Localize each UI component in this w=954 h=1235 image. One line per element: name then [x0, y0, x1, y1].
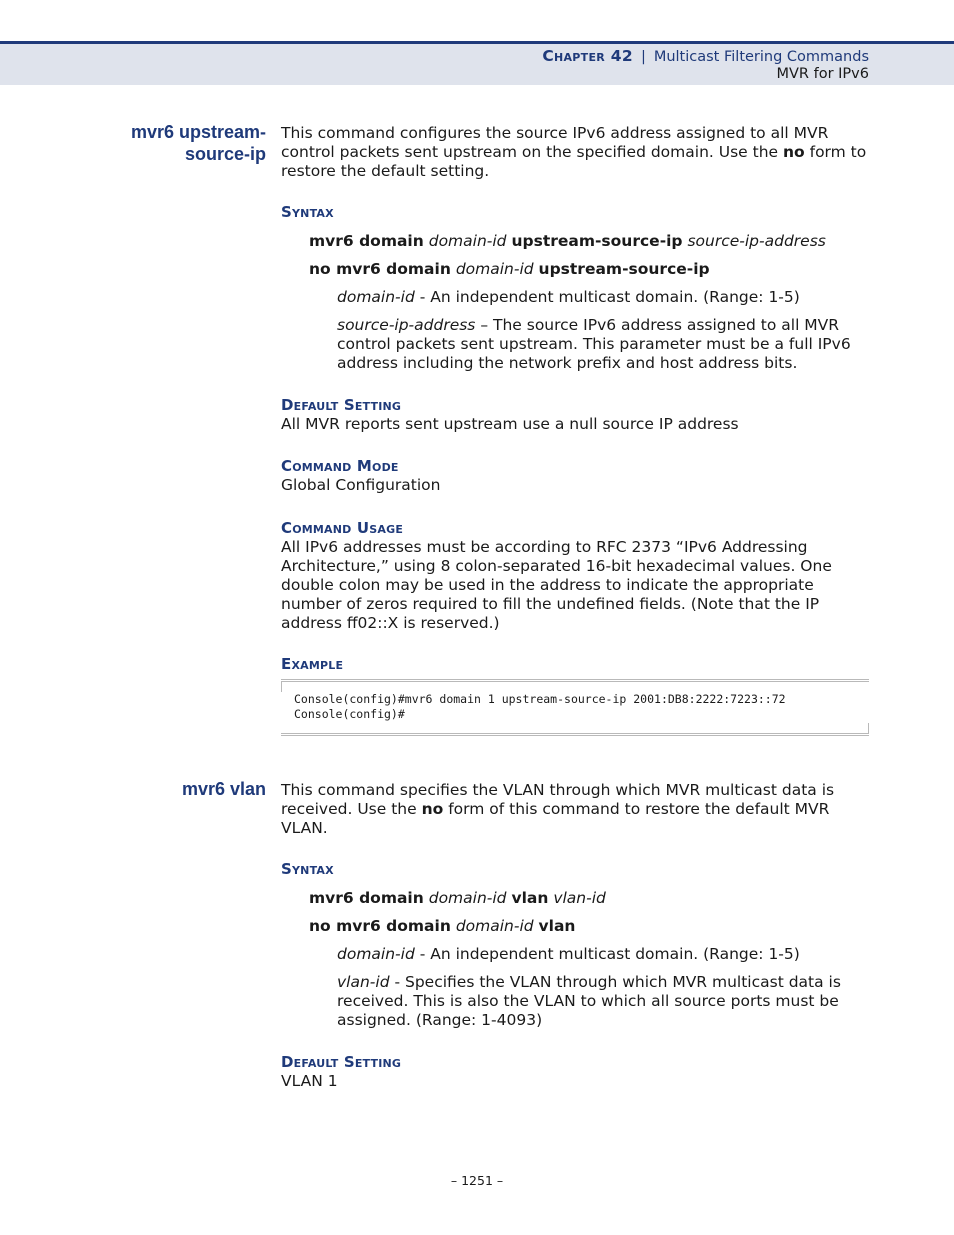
parameter-vlan-id: [337, 973, 867, 1030]
parameter-name: domain-id: [337, 288, 415, 306]
chapter-number: Chapter 42: [542, 47, 633, 65]
description-text: form of this command to restore the default MVR VLAN.: [281, 800, 830, 837]
argument: domain-id: [428, 232, 507, 250]
keyword: upstream-source-ip: [511, 232, 683, 250]
command-title-line2: source-ip: [184, 144, 266, 164]
command-usage-heading: Command Usage: [281, 519, 404, 537]
default-setting-heading: Default Setting: [281, 396, 402, 414]
syntax-heading: Syntax: [281, 203, 334, 221]
parameter-domain-id: [337, 288, 877, 307]
section-title: MVR for IPv6: [776, 66, 869, 82]
keyword: no mvr6 domain: [309, 917, 451, 935]
keyword: vlan: [538, 917, 576, 935]
syntax-line: [309, 889, 606, 907]
syntax-line-no: [309, 917, 575, 935]
argument: domain-id: [455, 917, 534, 935]
syntax-line-no: [309, 260, 710, 278]
example-code-block: [281, 679, 869, 736]
parameter-domain-id: [337, 945, 877, 964]
default-setting-text: All MVR reports sent upstream use a null source IP address: [281, 415, 739, 433]
code-block-corner: [864, 723, 869, 733]
command-title-mvr6-vlan: mvr6 vlan: [181, 779, 266, 799]
command-usage-text: All IPv6 addresses must be according to RFC 2373 “IPv6 Addressing Architecture,” using 8 colon-separated 16-bit hexadecimal values. One double colon may be used in the address to indicate the appropriate number of zeros required to fill the undefined fields. (Note that the IP address ff02::X is reserved.): [281, 538, 832, 632]
command-description: [281, 781, 851, 838]
default-setting-text: VLAN 1: [281, 1072, 338, 1090]
syntax-line: [309, 232, 826, 250]
syntax-heading: Syntax: [281, 860, 334, 878]
command-title-upstream-source-ip: [131, 121, 266, 165]
keyword: upstream-source-ip: [538, 260, 710, 278]
argument: domain-id: [455, 260, 534, 278]
command-description: [281, 124, 871, 181]
code-block-corner: [281, 682, 286, 692]
command-mode-text: Global Configuration: [281, 476, 441, 494]
parameter-text: - An independent multicast domain. (Range: 1-5): [414, 945, 800, 963]
header-chapter-line: [542, 47, 869, 65]
page-number: – 1251 –: [450, 1173, 504, 1188]
description-text: This command configures the source IPv6 address assigned to all MVR control packets sent upstream on the specified domain. Use the: [281, 124, 829, 161]
argument: vlan-id: [553, 889, 606, 907]
argument: source-ip-address: [687, 232, 826, 250]
code-line: Console(config)#mvr6 domain 1 upstream-source-ip 2001:DB8:2222:7223::72: [294, 692, 786, 706]
command-title-line1: mvr6 upstream-: [130, 122, 266, 142]
parameter-text: - An independent multicast domain. (Range: 1-5): [414, 288, 800, 306]
keyword: vlan: [511, 889, 549, 907]
parameter-name: domain-id: [337, 945, 415, 963]
no-keyword: no: [783, 143, 805, 161]
parameter-text: – The source IPv6 address assigned to all MVR control packets sent upstream. This parameter must be a full IPv6 address including the network prefix and host address bits.: [337, 316, 851, 372]
example-code: [294, 692, 786, 722]
no-keyword: no: [421, 800, 444, 818]
default-setting-heading: Default Setting: [281, 1053, 402, 1071]
running-header: [0, 41, 954, 85]
header-separator: |: [640, 49, 646, 65]
keyword: mvr6 domain: [309, 889, 424, 907]
parameter-source-ip-address: [337, 316, 877, 373]
command-mode-heading: Command Mode: [281, 457, 399, 475]
chapter-title: Multicast Filtering Commands: [653, 49, 869, 65]
keyword: no mvr6 domain: [309, 260, 451, 278]
argument: domain-id: [428, 889, 507, 907]
keyword: mvr6 domain: [309, 232, 424, 250]
parameter-text: - Specifies the VLAN through which MVR multicast data is received. This is also the VLAN to which all source ports must be assigned. (Range: 1-4093): [337, 973, 841, 1029]
parameter-name: source-ip-address: [337, 316, 476, 334]
code-line: Console(config)#: [294, 707, 405, 721]
parameter-name: vlan-id: [337, 973, 390, 991]
description-text: form to restore the default setting.: [281, 143, 867, 180]
description-text: This command specifies the VLAN through which MVR multicast data is received. Use the: [281, 781, 835, 818]
example-heading: Example: [281, 655, 344, 673]
